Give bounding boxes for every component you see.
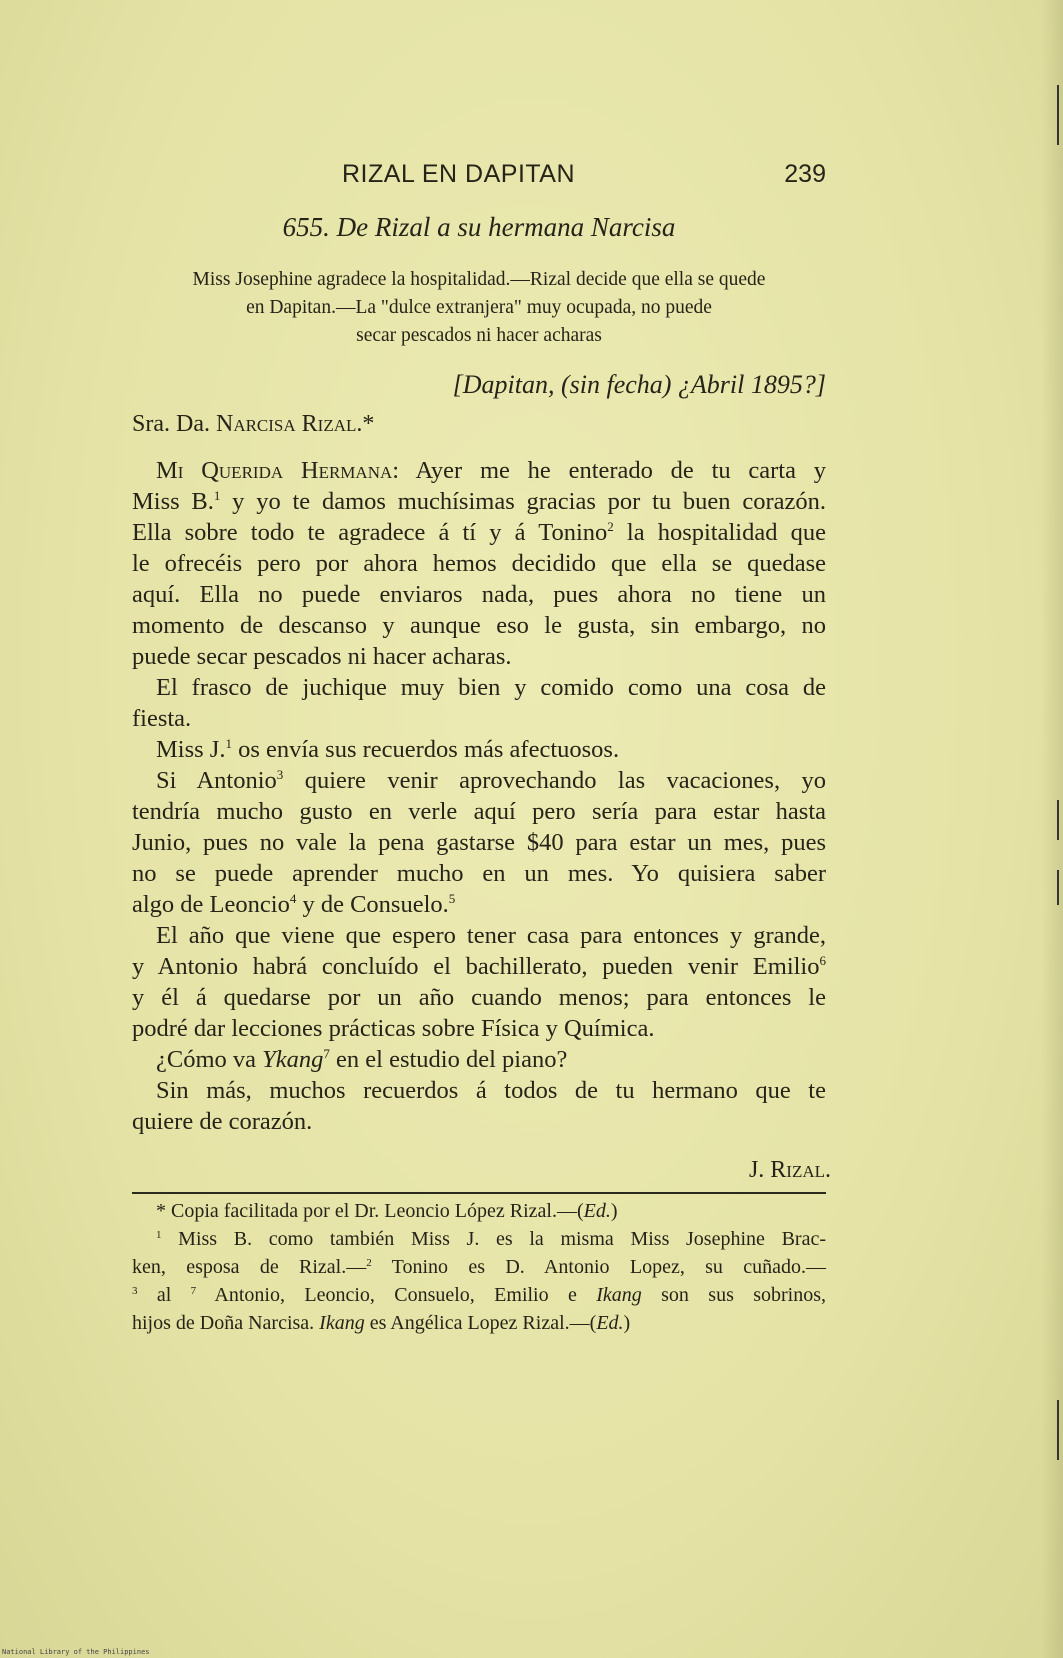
- text-span: Tonino es D. Antonio Lopez, su cuñado.—: [371, 1256, 826, 1278]
- text-span: ¿Cómo va: [156, 1046, 263, 1073]
- text-span: Miss B. como también Miss J. es la misma Miss Josephine Brac-: [161, 1228, 826, 1250]
- text-span: ken, esposa de Rizal.—: [132, 1256, 367, 1278]
- edge-mark: [1057, 870, 1059, 905]
- text-span: hijos de Doña Narcisa.: [132, 1312, 320, 1334]
- text-line: no se puede aprender mucho en un mes. Yo quisiera saber: [132, 860, 826, 887]
- footnote-star: *: [362, 411, 375, 437]
- footnote-number: 1: [156, 1229, 162, 1241]
- page-edge-shadow: [1041, 0, 1063, 1658]
- letter-summary: [132, 266, 826, 350]
- edge-mark: [1057, 1400, 1059, 1460]
- addressee-name: Narcisa Rizal.: [215, 411, 363, 437]
- footnote-number: 2: [366, 1257, 372, 1269]
- text-line: [132, 1044, 826, 1075]
- summary-line: Miss Josephine agradece la hospitalidad.—Rizal decide que ella se quede: [192, 269, 766, 290]
- text-span: Miss B.: [132, 488, 214, 515]
- footnote-line: [132, 1197, 826, 1225]
- dateline: [Dapitan, (sin fecha) ¿Abril 1895?]: [452, 370, 826, 399]
- edge-mark: [1057, 85, 1059, 145]
- text-span: y yo te damos muchísimas gracias por tu buen corazón.: [220, 488, 826, 515]
- page-header: [132, 160, 826, 192]
- footnote-ref: 7: [323, 1046, 330, 1061]
- text-line: fiesta.: [132, 705, 192, 732]
- text-line: le ofrecéis pero por ahora hemos decidido que ella se quedase: [132, 550, 826, 577]
- letter-title: 655. De Rizal a su hermana Narcisa: [282, 212, 676, 242]
- text-span: Ed.: [583, 1200, 611, 1222]
- footnote-ref: 6: [819, 953, 826, 968]
- text-line: puede secar pescados ni hacer acharas.: [132, 643, 512, 670]
- text-span: Ed.: [596, 1312, 624, 1334]
- text-line: El frasco de juchique muy bien y comido como una cosa de: [156, 674, 826, 701]
- footnote-number: 3: [132, 1285, 138, 1297]
- footnote-ref: 1: [225, 736, 232, 751]
- footnote-ref: 2: [607, 519, 614, 534]
- text-span: Ikang: [596, 1284, 642, 1306]
- footnotes: [132, 1197, 826, 1337]
- text-line: quiere de corazón.: [132, 1108, 313, 1135]
- text-line: [132, 765, 826, 796]
- text-span: ): [610, 1200, 618, 1222]
- footnote-ref: 1: [213, 488, 221, 503]
- text-span: Antonio, Leoncio, Consuelo, Emilio e: [196, 1284, 597, 1306]
- text-span: : Ayer me he enterado de tu carta y: [392, 457, 826, 484]
- paragraph: [132, 672, 826, 734]
- paragraph: [132, 455, 826, 672]
- text-line: tendría mucho gusto en verle aquí pero sería para estar hasta: [132, 798, 826, 825]
- text-span: quiere venir aprovechando las vacaciones, yo: [283, 767, 826, 794]
- text-span: Ikang: [319, 1312, 365, 1334]
- italic-name: Ykang: [262, 1046, 324, 1073]
- text-span: y Antonio habrá concluído el bachillerato, pueden venir Emilio: [132, 953, 820, 980]
- summary-line: en Dapitan.—La "dulce extranjera" muy ocupada, no puede: [246, 297, 712, 318]
- footnote-line: [132, 1309, 826, 1337]
- text-span: al: [137, 1284, 191, 1306]
- footnote-ref: 4: [289, 891, 297, 906]
- paragraph: [132, 1044, 826, 1075]
- letter-body: [132, 455, 826, 1137]
- text-line: Sin más, muchos recuerdos á todos de tu hermano que te: [156, 1077, 826, 1104]
- text-line: aquí. Ella no puede enviaros nada, pues ahora no tiene un: [132, 581, 826, 608]
- footnote-line: [132, 1225, 826, 1253]
- paragraph: [132, 920, 826, 1044]
- text-line: [132, 486, 826, 517]
- footnote-divider: [132, 1192, 826, 1194]
- paragraph: [132, 765, 826, 920]
- text-span: es Angélica Lopez Rizal.—(: [364, 1312, 597, 1334]
- text-line: podré dar lecciones prácticas sobre Física y Química.: [132, 1015, 655, 1042]
- text-line: [132, 951, 826, 982]
- signature: J. Rizal.: [748, 1157, 831, 1183]
- addressee: [132, 411, 374, 438]
- text-span: Miss J.: [156, 736, 226, 763]
- edge-mark: [1057, 800, 1059, 840]
- text-span: en el estudio del piano?: [329, 1046, 568, 1073]
- paragraph: [132, 1075, 826, 1137]
- text-line: [132, 517, 826, 548]
- text-line: [132, 734, 826, 765]
- text-line: momento de descanso y aunque eso le gusta, sin embargo, no: [132, 612, 826, 639]
- text-span: Ella sobre todo te agradece á tí y á Tonino: [132, 519, 608, 546]
- footnote-ref: 3: [276, 767, 284, 782]
- text-line: y él á quedarse por un año cuando menos; para entonces le: [132, 984, 826, 1011]
- text-span: Si Antonio: [156, 767, 277, 794]
- salutation: Mi Querida Hermana: [156, 457, 393, 484]
- summary-line: secar pescados ni hacer acharas: [356, 325, 602, 346]
- text-span: * Copia facilitada por el Dr. Leoncio López Rizal.—(: [156, 1200, 584, 1222]
- page-number: 239: [784, 160, 826, 188]
- running-head: RIZAL EN DAPITAN: [342, 160, 576, 188]
- text-line: Junio, pues no vale la pena gastarse $40 para estar un mes, pues: [132, 829, 826, 856]
- addressee-prefix: Sra. Da.: [132, 411, 216, 437]
- footnote-number: 7: [190, 1285, 197, 1297]
- text-span: ): [623, 1312, 631, 1334]
- footnote-ref: 5: [448, 891, 456, 906]
- text-line: [132, 455, 826, 486]
- text-span: os envía sus recuerdos más afectuosos.: [231, 736, 620, 763]
- library-watermark: National Library of the Philippines: [2, 1648, 150, 1656]
- paragraph: [132, 734, 826, 765]
- footnote-line: [132, 1253, 826, 1281]
- text-span: la hospitalidad que: [613, 519, 826, 546]
- text-span: y de Consuelo.: [296, 891, 449, 918]
- text-span: son sus sobrinos,: [641, 1284, 827, 1306]
- text-span: algo de Leoncio: [132, 891, 290, 918]
- text-line: [132, 889, 826, 920]
- text-line: El año que viene que espero tener casa para entonces y grande,: [156, 922, 826, 949]
- footnote-line: [132, 1281, 826, 1309]
